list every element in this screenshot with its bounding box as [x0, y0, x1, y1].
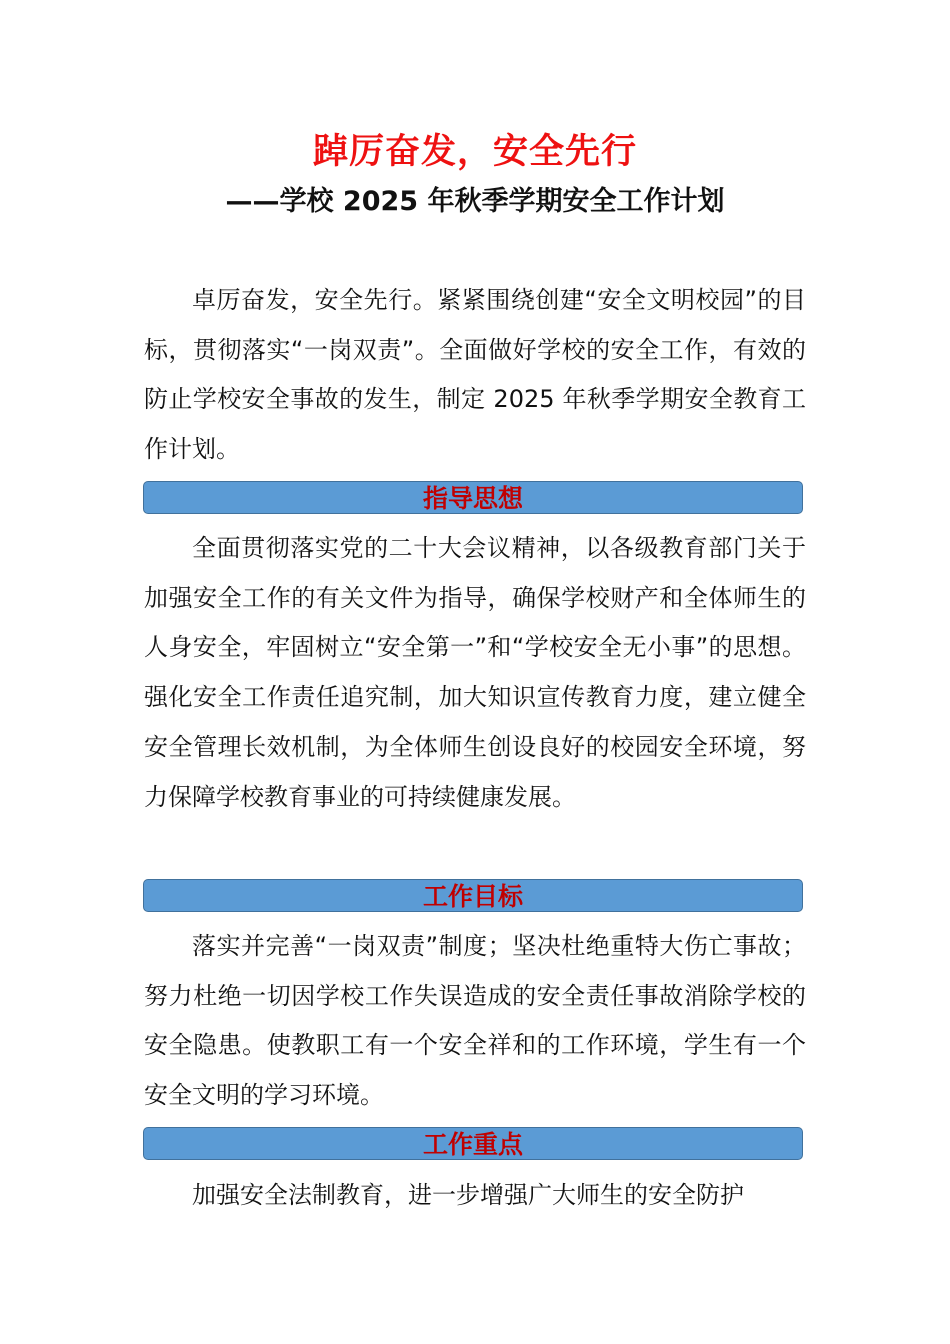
- intro-paragraph: 卓厉奋发，安全先行。紧紧围绕创建“安全文明校园”的目标，贯彻落实“一岗双责”。全面做好学校的安全工作，有效的防止学校安全事故的发生，制定 2025 年秋季学期安全教育工作计划。: [144, 286, 806, 464]
- section-heading-guiding-ideology: 指导思想: [143, 481, 803, 514]
- section-paragraph-work-goals: 落实并完善“一岗双责”制度；坚决杜绝重特大伤亡事故；努力杜绝一切因学校工作失误造成的安全责任事故消除学校的安全隐患。使教职工有一个安全祥和的工作环境，学生有一个安全文明的学习环境。: [144, 932, 806, 1110]
- document-title: 踔厉奋发，安全先行: [312, 132, 637, 172]
- section-paragraph-work-focus: 加强安全法制教育，进一步增强广大师生的安全防护: [192, 1181, 744, 1209]
- section-heading-work-focus: 工作重点: [143, 1127, 803, 1160]
- section-paragraph-guiding-ideology: 全面贯彻落实党的二十大会议精神，以各级教育部门关于加强安全工作的有关文件为指导，确保学校财产和全体师生的人身安全，牢固树立“安全第一”和“学校安全无小事”的思想。强化安全工作责任追究制，加大知识宣传教育力度，建立健全安全管理长效机制，为全体师生创设良好的校园安全环境，努力保障学校教育事业的可持续健康发展。: [144, 534, 806, 811]
- document-subtitle: ——学校 2025 年秋季学期安全工作计划: [225, 186, 725, 217]
- section-heading-work-goals: 工作目标: [143, 879, 803, 912]
